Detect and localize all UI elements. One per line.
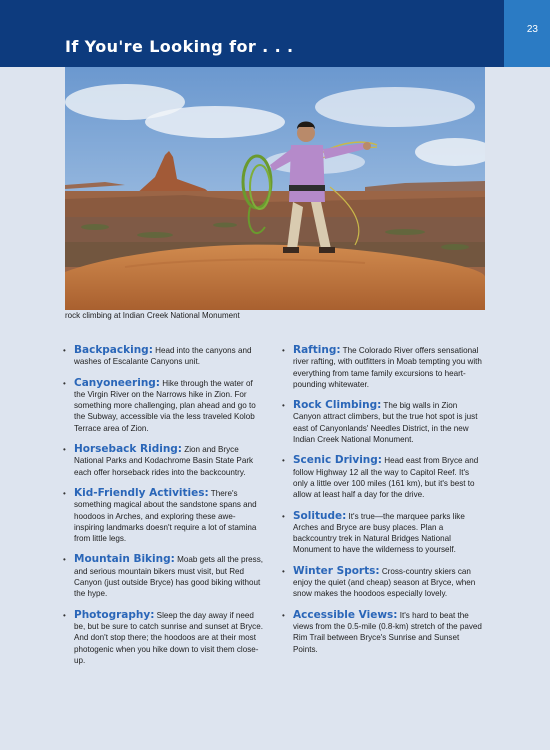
item-title: Solitude: — [293, 509, 347, 522]
left-activity-list — [63, 345, 263, 676]
item-title: Backpacking: — [74, 344, 153, 356]
bullet-icon: • — [282, 566, 285, 576]
bullet-icon: • — [63, 378, 66, 388]
page-number: 23 — [526, 24, 538, 35]
list-item — [282, 455, 482, 500]
item-text: Zion and Bryce National Parks and Kodachrome Basin State Park each offer horseback rides into the backcountry. — [74, 445, 254, 477]
page-title: If You're Looking for . . . — [65, 37, 294, 56]
bullet-icon: • — [282, 610, 285, 620]
bullet-icon: • — [63, 346, 66, 355]
item-title: Kid-Friendly Activities: — [74, 486, 209, 499]
item-title: Winter Sports: — [293, 564, 380, 577]
page-number-tab — [504, 0, 550, 67]
item-text: It's hard to beat the views from the 0.5-mile (0.8-km) stretch of the paved Rim Trail between Bryce's Sunrise and Sunset Points. — [293, 610, 482, 654]
item-text: The Colorado River offers sensational river rafting, with outfitters in Moab tempting you with everything from tame family excursions to heart-pounding whitewater. — [293, 346, 482, 389]
item-text: Moab gets all the press, and serious mountain bikers must visit, but Red Canyon (just outside Bryce) has good biking without the hype. — [74, 555, 264, 599]
item-title: Horseback Riding: — [74, 443, 183, 456]
right-activity-list — [282, 345, 482, 665]
item-text: The big walls in Zion Canyon attract climbers, but the true hot spot is just east of Canyonlands' Needles District, in the new Indian Creek National Monument. — [293, 401, 478, 445]
item-title: Mountain Biking: — [74, 553, 175, 566]
list-item — [63, 488, 263, 544]
bullet-icon: • — [63, 488, 66, 498]
item-text: Head east from Bryce and follow Highway 12 all the way to Capitol Reef. It's only a little over 100 miles (161 km), but it's best to allow at least half a day for the drive. — [293, 456, 479, 500]
list-item — [63, 554, 263, 599]
item-title: Accessible Views: — [293, 608, 398, 621]
photo-caption: rock climbing at Indian Creek National Monument — [65, 311, 240, 320]
item-title: Photography: — [74, 608, 155, 621]
list-item — [63, 444, 263, 478]
item-title: Scenic Driving: — [293, 454, 382, 467]
list-item — [63, 610, 263, 666]
list-item — [63, 378, 263, 434]
item-text: It's true—the marquee parks like Arches and Bryce are busy places. Plan a backcountry trek in Natural Bridges National Monument to have the wilderness to yourself. — [293, 511, 465, 555]
bullet-icon: • — [282, 346, 285, 355]
bullet-icon: • — [282, 511, 285, 521]
item-text: Cross-country skiers can enjoy the quiet (and cheap) season at Bryce, when snow makes the hoodoos especially lovely. — [293, 566, 476, 599]
list-item — [63, 345, 263, 368]
item-title: Canyoneering: — [74, 376, 161, 389]
bullet-icon: • — [63, 610, 66, 620]
bullet-icon: • — [282, 401, 285, 411]
list-item — [282, 566, 482, 600]
item-title: Rock Climbing: — [293, 399, 382, 412]
item-text: Head into the canyons and washes of Escalante Canyons unit. — [74, 346, 252, 367]
header-bar — [0, 0, 550, 67]
bullet-icon: • — [282, 456, 285, 466]
list-item — [282, 400, 482, 445]
item-text: There's something magical about the sandstone spans and hoodoos in Arches, and exploring these awe-inspiring landmarks doesn't require a lot of stamina from little legs. — [74, 488, 257, 544]
list-item — [282, 610, 482, 655]
list-item — [282, 511, 482, 556]
list-item — [282, 345, 482, 390]
bullet-icon: • — [63, 555, 66, 565]
item-title: Rafting: — [293, 344, 341, 356]
item-text: Sleep the day away if need be, but be sure to catch sunrise and sunset at Bryce. And don't stop there; the hoodoos are at their most photogenic when you hike down to visit them close-up. — [74, 610, 263, 665]
item-text: Hike through the water of the Virgin River on the Narrows hike in Zion. For something more challenging, plan ahead and go to the Subway, accessible via the less traveled Kolob Terrace area of Zion. — [74, 378, 256, 433]
bullet-icon: • — [63, 445, 66, 455]
rock-climbing-photo — [65, 67, 485, 310]
